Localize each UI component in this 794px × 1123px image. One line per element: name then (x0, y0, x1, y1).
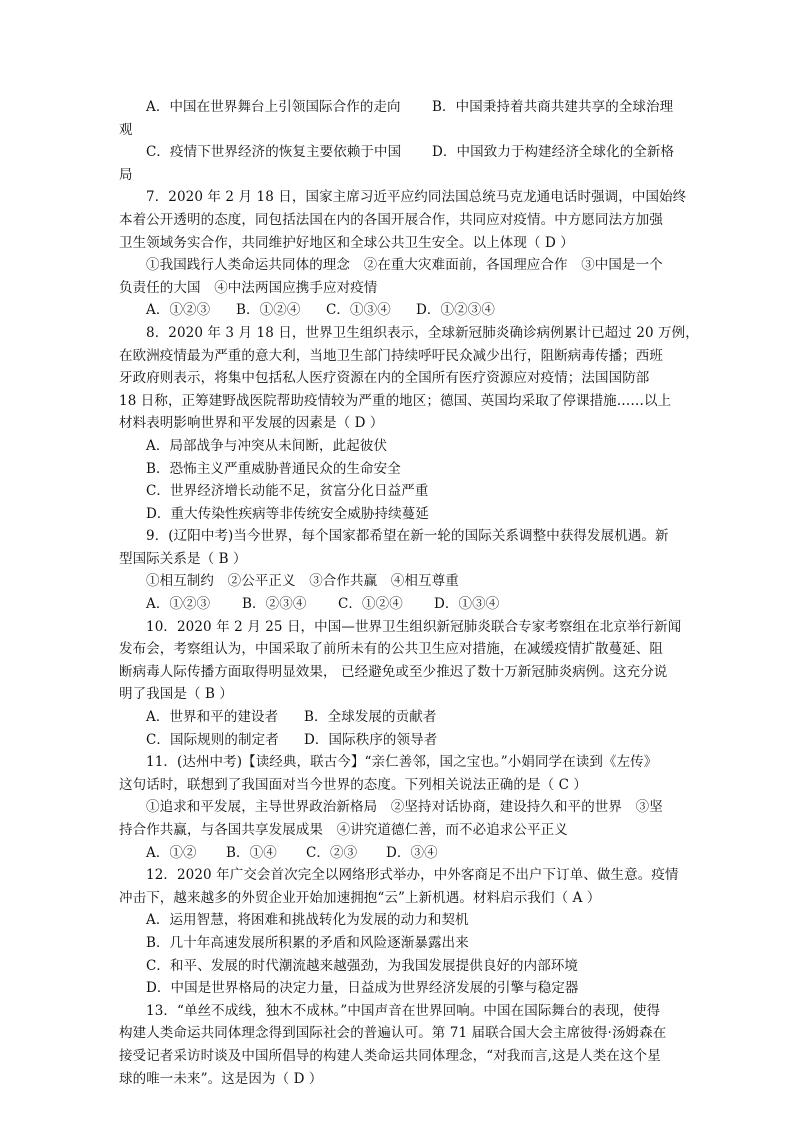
q12-option-c: C．和平、发展的时代潮流越来越强劲，为我国发展提供良好的内部环境 (146, 957, 579, 974)
q7-items-line: ①我国践行人类命运共同体的理念 ②在重大灾难面前，各国理应合作 ③中国是一个 (146, 257, 663, 274)
q10-options-row-1 (119, 706, 684, 729)
q12-option-a: A．运用智慧，将困难和挑战转化为发展的动力和契机 (146, 912, 469, 929)
q7-stem-line: 卫生领域务实合作，共同维护好地区和全球公共卫生安全。以上体现（ D ） (119, 234, 574, 251)
q10-stem-line: 明了我国是（ B ） (119, 686, 234, 703)
q10-stem-line: 10．2020 年 2 月 25 日，中国—世界卫生组织新冠肺炎联合专家考察组在北京举行新闻 (146, 618, 682, 635)
q8-stem-line: 材料表明影响世界和平发展的因素是（ D ） (119, 415, 384, 432)
q7-option-d: D．①②③④ (416, 302, 495, 319)
q12-option-d: D．中国是世界格局的决定力量，日益成为世界经济发展的引擎与稳定器 (146, 980, 579, 997)
q12-option-b: B．几十年高速发展所积累的矛盾和风险逐渐暴露出来 (146, 934, 469, 951)
q6-option-row-1 (119, 96, 684, 119)
q9-option-c: C．①②④ (338, 596, 403, 613)
q11-stem-line: 这句话时，联想到了我国面对当今世界的态度。下列相关说法正确的是（ C ） (119, 776, 588, 793)
q8-option-c: C．世界经济增长动能不足，贫富分化日益严重 (146, 483, 429, 500)
q11-option-c: C．②③ (306, 844, 358, 861)
q11-items-line: ①追求和平发展，主导世界政治新格局 ②坚持对话协商，建设持久和平的世界 ③坚 (146, 799, 663, 816)
q9-stem-line: 型国际关系是（ B ） (119, 550, 247, 567)
q8-option-a: A．局部战争与冲突从未间断，此起彼伏 (146, 437, 388, 454)
q11-stem-line: 11．(达州中考)【读经典，联古今】“亲仁善邻，国之宝也。”小娟同学在读到《左传》 (146, 754, 658, 771)
q11-option-b: B．①④ (226, 844, 277, 861)
q7-items-line: 负责任的大国 ④中法两国应携手应对疫情 (119, 279, 378, 296)
q11-items-line: 持合作共赢，与各国共享发展成果 ④讲究道德仁善，而不必追求公平正义 (119, 822, 568, 838)
q8-stem-line: 牙政府则表示，将集中包括私人医疗资源在内的全国所有医疗资源应对疫情；法国国防部 (119, 370, 650, 387)
q11-options (119, 842, 684, 865)
q13-stem-line: 接受记者采访时谈及中国所倡导的构建人类命运共同体理念，“对我而言,这是人类在这个星 (119, 1047, 661, 1064)
q13-stem-line: 构建人类命运共同体理念得到国际社会的普遍认可。第 71 届联合国大会主席彼得·汤姆森在 (119, 1025, 667, 1042)
q8-stem-line: 在欧洲疫情最为严重的意大利，当地卫生部门持续呼吁民众减少出行，阻断病毒传播；西班 (119, 347, 663, 364)
q12-stem-line: 12．2020 年广交会首次完全以网络形式举办，中外客商足不出户下订单、做生意。疫情 (146, 867, 679, 884)
q10-option-b: B．全球发展的贡献者 (304, 709, 437, 726)
q9-option-d: D．①③④ (434, 596, 500, 613)
q7-stem-line: 7．2020 年 2 月 18 日，国家主席习近平应约同法国总统马克龙通电话时强调，中国始终 (146, 189, 687, 206)
q9-option-b: B．②③④ (242, 596, 307, 613)
q11-option-d: D．③④ (386, 844, 438, 861)
q7-option-a: A．①②③ (146, 302, 211, 319)
q9-option-a: A．①②③ (146, 596, 211, 613)
q8-stem-line: 8．2020 年 3 月 18 日，世界卫生组织表示，全球新冠肺炎确诊病例累计已超过 20 万例， (146, 324, 699, 341)
q13-stem-line: 13．“单丝不成线，独木不成林。”中国声音在世界回响。中国在国际舞台的表现，使得 (146, 1002, 661, 1019)
q12-stem-line: 冲击下，越来越多的外贸企业开始加速拥抱“云”上新机遇。材料启示我们（ A ） (119, 889, 601, 906)
q8-option-d: D．重大传染性疾病等非传统安全威胁持续蔓延 (146, 505, 429, 522)
q8-stem-line: 18 日称，正筹建野战医院帮助疫情较为严重的地区；德国、英国均采取了停课措施……以上 (119, 392, 672, 409)
q6-option-b: B．中国秉持着共商共建共享的全球治理 (432, 99, 674, 115)
q6-option-d-continued: 局 (119, 166, 133, 183)
q9-options (119, 593, 684, 616)
q7-options (119, 299, 684, 322)
q7-option-c: C．①③④ (326, 302, 391, 319)
q8-option-b: B．恐怖主义严重威胁普通民众的生命安全 (146, 460, 401, 477)
question-content (119, 96, 699, 1090)
q10-stem-line: 发布会，考察组认为，中国采取了前所未有的公共卫生应对措施，在减缓疫情扩散蔓延、阻 (119, 641, 663, 658)
q6-option-a: A．中国在世界舞台上引领国际合作的走向 (146, 99, 401, 115)
q10-stem-line: 断病毒人际传播方面取得明显效果， 已经避免或至少推迟了数十万新冠肺炎病例。这充分说 (119, 663, 668, 680)
q10-option-d: D．国际秩序的领导者 (304, 731, 438, 748)
q11-option-a: A．①② (146, 844, 197, 861)
q10-option-c: C．国际规则的制定者 (146, 731, 279, 748)
q6-option-row-2 (119, 141, 684, 164)
q6-option-c: C．疫情下世界经济的恢复主要依赖于中国 (146, 144, 402, 161)
q13-stem-line: 球的唯一未来”。这是因为（ D ） (119, 1070, 323, 1087)
q9-items-line: ①相互制约 ②公平正义 ③合作共赢 ④相互尊重 (146, 573, 459, 590)
q6-option-d: D．中国致力于构建经济全球化的全新格 (432, 144, 675, 161)
q7-option-b: B．①②④ (236, 302, 301, 319)
q6-option-b-continued: 观 (119, 121, 133, 138)
q9-stem-line: 9．(辽阳中考)当今世界，每个国家都希望在新一轮的国际关系调整中获得发展机遇。新 (146, 528, 669, 545)
q7-stem-line: 本着公开透明的态度，同包括法国在内的各国开展合作，共同应对疫情。中方愿同法方加强 (119, 211, 663, 228)
q10-option-a: A．世界和平的建设者 (146, 709, 279, 726)
q10-options-row-2 (119, 729, 684, 752)
